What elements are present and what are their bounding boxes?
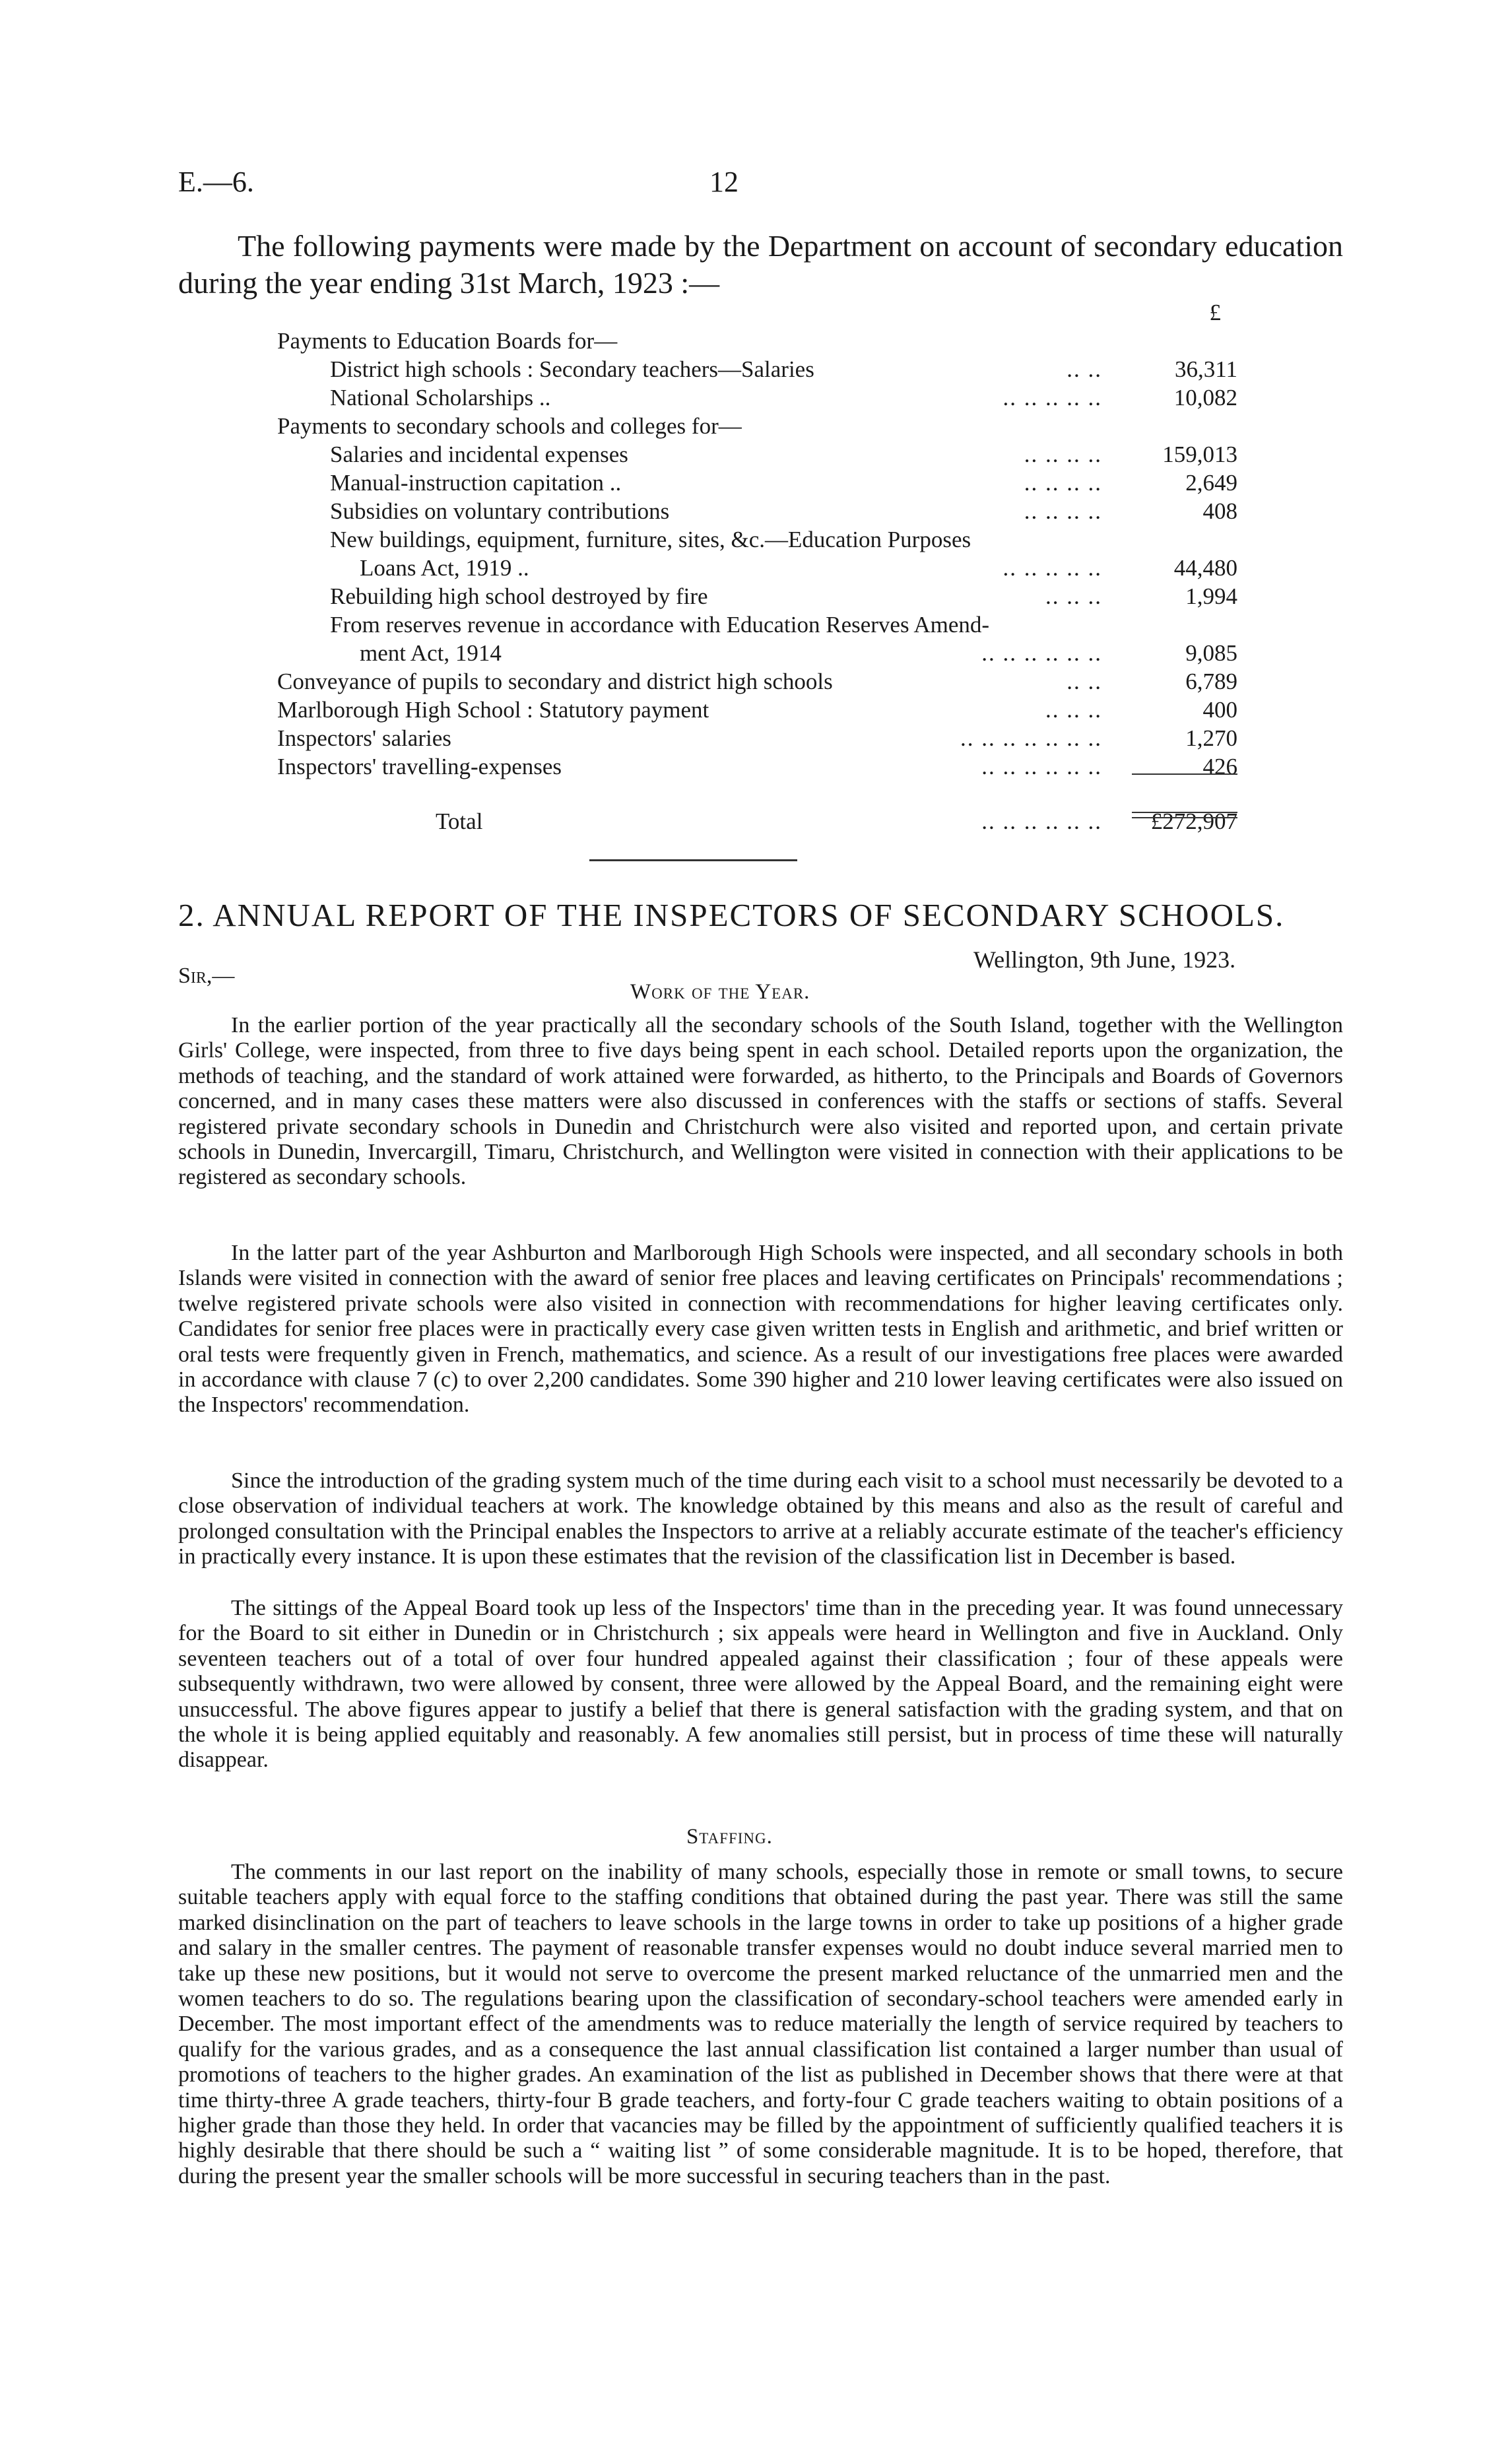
payment-label: Inspectors' travelling-expenses	[277, 754, 562, 779]
payment-amount: 6,789	[1185, 669, 1237, 694]
paragraph: Since the introduction of the grading system much of the time during each visit to a school must necessarily be devoted to a close observation of individual teachers at work. The knowledge obtained by this means and also as the result of careful and prolonged consultation with the Principal enables the Inspectors to arrive at a reliably accurate estimate of the teacher's efficiency in practically every instance. It is upon these estimates that the revision of the classification list in December is based.	[178, 1468, 1343, 1569]
payment-amount: 1,270	[1185, 725, 1237, 751]
dot-leader: .. .. ..	[1045, 583, 1102, 609]
payment-label: District high schools : Secondary teachers—Salaries	[330, 356, 814, 382]
dot-leader: .. .. ..	[1045, 697, 1102, 723]
payment-label: From reserves revenue in accordance with Education Reserves Amend-	[330, 612, 990, 638]
dot-leader: .. ..	[1067, 356, 1102, 382]
payment-row	[277, 610, 1237, 639]
payment-amount: 2,649	[1185, 470, 1237, 496]
dot-leader: .. ..	[1067, 669, 1102, 694]
currency-symbol: £	[1209, 300, 1221, 325]
paragraph: In the latter part of the year Ashburton and Marlborough High Schools were inspected, and all secondary schools in both Islands were visited in connection with the award of senior free places and leaving certificates on Principals' recommendations ; twelve registered private schools were also visited in connection with recommendations for higher leaving certificates only. Candidates for senior free places were in practically every case given written tests in English and arithmetic, and brief written or oral tests were frequently given in French, mathematics, and science. As a result of our investigations free places were awarded in accordance with clause 7 (c) to over 2,200 candidates. Some 390 higher and 210 lower leaving certificates were also issued on the Inspectors' recommendation.	[178, 1241, 1343, 1418]
payment-amount: 400	[1202, 697, 1237, 723]
payment-amount: 9,085	[1185, 640, 1237, 666]
payment-amount: 1,994	[1185, 583, 1237, 609]
total-label: Total	[436, 808, 483, 834]
paragraph: The sittings of the Appeal Board took up less of the Inspectors' time than in the preceding year. It was found unnecessary for the Board to sit either in Dunedin or in Christchurch ; six appeals were heard in Wellington and five in Auckland. Only seventeen teachers out of a total of over four hundred appealed against their classification ; four of these appeals were subsequently withdrawn, two were allowed by consent, three were allowed by the Appeal Board, and the remaining eight were unsuccessful. The above figures appear to justify a belief that there is general satisfaction with the grading system, and that on the whole it is being applied equitably and reasonably. A few anomalies still persist, but in process of time these will naturally disappear.	[178, 1596, 1343, 1773]
payment-amount: 10,082	[1173, 385, 1237, 410]
payment-label: Loans Act, 1919 ..	[360, 555, 529, 581]
page-header	[178, 165, 1333, 205]
intro-paragraph: The following payments were made by the Department on account of secondary education during the year ending 31st March, 1923 :—	[178, 229, 1343, 300]
payment-label: Salaries and incidental expenses	[330, 442, 628, 467]
payment-row	[277, 582, 1237, 610]
double-rule-bottom	[1132, 817, 1237, 818]
payment-row	[277, 412, 1237, 440]
payment-label: ment Act, 1914	[360, 640, 502, 666]
payment-amount: 426	[1202, 754, 1237, 779]
dot-leader: .. .. .. .. ..	[1003, 385, 1102, 410]
total-rule	[1132, 773, 1237, 775]
payment-row	[277, 327, 1237, 355]
payment-label: Payments to secondary schools and colleges for—	[277, 413, 742, 439]
payment-row	[277, 724, 1237, 752]
salutation: Sir,—	[178, 964, 235, 988]
payment-row	[277, 667, 1237, 696]
dot-leader: .. .. .. .. .. .. ..	[960, 725, 1102, 751]
payment-amount: 36,311	[1175, 356, 1237, 382]
payment-row	[277, 469, 1237, 497]
payment-row	[277, 440, 1237, 469]
payment-label: Inspectors' salaries	[277, 725, 451, 751]
payment-label: Marlborough High School : Statutory payment	[277, 697, 709, 723]
payment-row	[277, 497, 1237, 525]
payment-row	[277, 696, 1237, 724]
payment-amount: 44,480	[1173, 555, 1237, 581]
dot-leader: .. .. .. .. .. ..	[981, 754, 1102, 779]
dot-leader: .. .. .. ..	[1024, 442, 1102, 467]
payment-row	[277, 752, 1237, 781]
payment-label: Manual-instruction capitation ..	[330, 470, 622, 496]
payment-label: Subsidies on voluntary contributions	[330, 498, 670, 524]
payment-label: Payments to Education Boards for—	[277, 328, 618, 354]
dot-leader: .. .. .. .. ..	[1003, 555, 1102, 581]
dot-leader: .. .. .. .. .. ..	[981, 640, 1102, 666]
double-rule-top	[1132, 812, 1237, 813]
payment-row	[277, 554, 1237, 582]
paragraph: In the earlier portion of the year practically all the secondary schools of the South Island, together with the Wellington Girls' College, were inspected, from three to five days being spent in each school. Detailed reports upon the organization, the methods of teaching, and the standard of work attained were forwarded, as hitherto, to the Principals and Boards of Governors concerned, and in many cases these matters were also discussed in conferences with the staffs or sections of staffs. Several registered private secondary schools in Dunedin and Christchurch were also visited and reported upon, and certain private schools in Dunedin, Invercargill, Timaru, Christchurch, and Wellington were visited in connection with their applications to be registered as secondary schools.	[178, 1013, 1343, 1190]
document-reference: E.—6.	[178, 166, 254, 198]
payment-label: New buildings, equipment, furniture, sites, &c.—Education Purposes	[330, 527, 971, 552]
payments-table	[277, 298, 1237, 841]
payment-row	[277, 355, 1237, 383]
dot-leader: .. .. .. ..	[1024, 498, 1102, 524]
section-title: 2. ANNUAL REPORT OF THE INSPECTORS OF SECONDARY SCHOOLS.	[178, 897, 1285, 933]
dot-leader: .. .. .. .. .. ..	[981, 808, 1102, 834]
payment-row	[277, 639, 1237, 667]
paragraph: The comments in our last report on the inability of many schools, especially those in remote or small towns, to secure suitable teachers apply with equal force to the staffing conditions that obtained during the past year. There was still the same marked disinclination on the part of teachers to leave schools in the large towns in order to take up positions of a higher grade and salary in the smaller centres. The payment of reasonable transfer expenses would no doubt induce several married men to take up these new positions, but it would not serve to overcome the present marked reluctance of the unmarried men and the women teachers to do so. The regulations bearing upon the classification of secondary-school teachers were amended early in December. The most important effect of the amendments was to reduce materially the length of service required by teachers to qualify for the various grades, and as a consequence the last annual classification list contained a larger number than usual of promotions of teachers to the higher grades. An examination of the list as published in December shows that there were at that time thirty-three A grade teachers, thirty-four B grade teachers, and forty-four C grade teachers waiting to obtain positions of a higher grade than those they held. In order that vacancies may be filled by the appointment of sufficiently qualified teachers it is highly desirable that there should be such a “ waiting list ” of some considerable magnitude. It is to be hoped, therefore, that during the present year the smaller schools will be more successful in securing teachers than in the past.	[178, 1860, 1343, 2188]
payment-label: National Scholarships ..	[330, 385, 551, 410]
section-divider	[589, 859, 797, 861]
dot-leader: .. .. .. ..	[1024, 470, 1102, 496]
currency-row	[277, 298, 1237, 327]
total-amount: £272,907	[1150, 808, 1237, 834]
subheading-staffing: Staffing.	[686, 1825, 773, 1849]
payment-amount: 408	[1202, 498, 1237, 524]
page-number: 12	[709, 166, 739, 198]
payment-row	[277, 383, 1237, 412]
payment-row	[277, 525, 1237, 554]
payment-amount: 159,013	[1162, 442, 1237, 467]
place-date: Wellington, 9th June, 1923.	[973, 946, 1236, 973]
subheading-work-of-the-year: Work of the Year.	[630, 980, 810, 1004]
total-row	[277, 802, 1237, 841]
payment-label: Conveyance of pupils to secondary and district high schools	[277, 669, 833, 694]
payment-label: Rebuilding high school destroyed by fire	[330, 583, 708, 609]
